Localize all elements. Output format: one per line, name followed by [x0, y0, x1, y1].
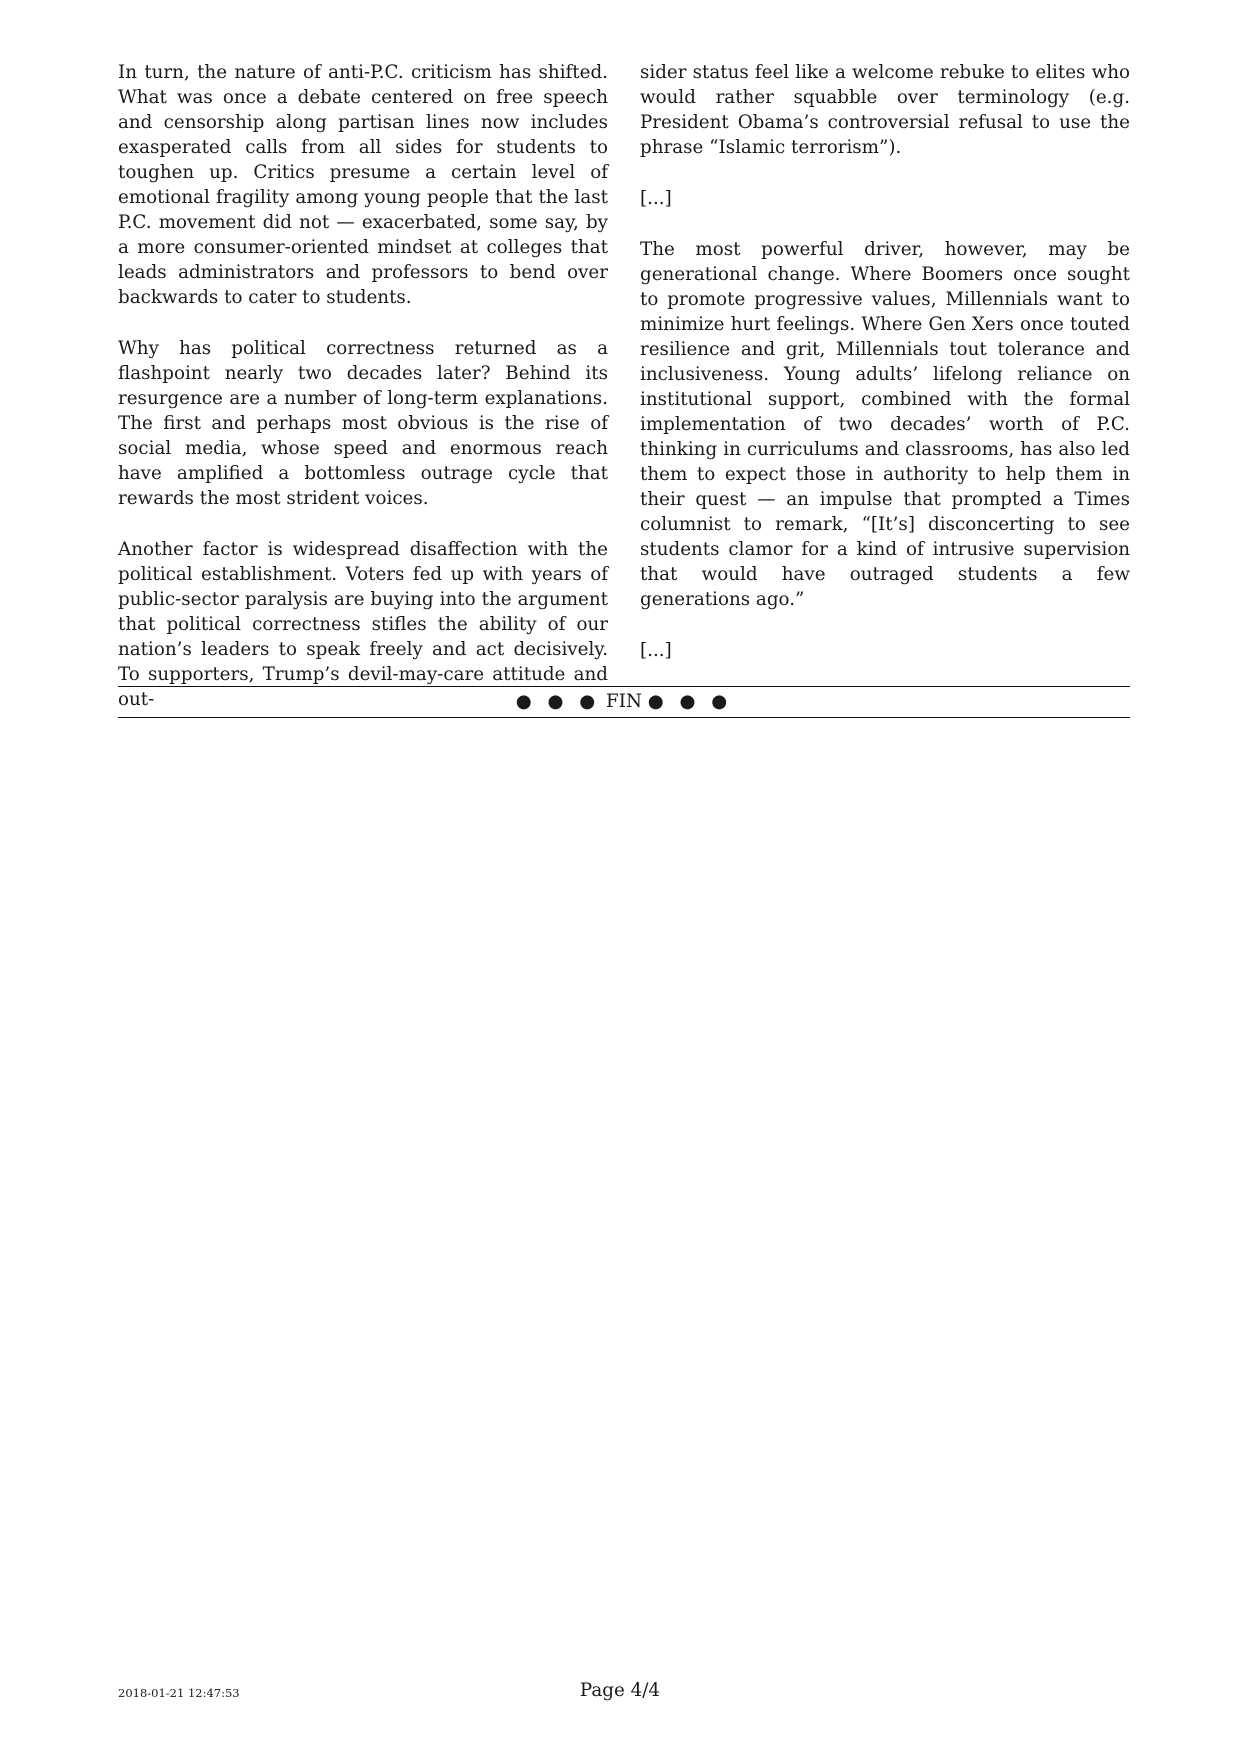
paragraph: Another factor is widespread disaffection with the political establishment. Voters fed up with years of public-sector paralysis are buying into the argument that political correctness stifles the ability of our nation’s leaders to speak freely and act decisively. To supporters, Trump’s devil-may-care attitude and out- [118, 539, 608, 710]
omission-marker: [...] [640, 188, 672, 209]
paragraph: sider status feel like a welcome rebuke to elites who would rather squabble over terminology (e.g. President Obama’s controversial refusal to use the phrase “Islamic terrorism”). [640, 62, 1130, 158]
page-number: Page 4/4 [579, 1680, 661, 1701]
article-body [118, 60, 1130, 738]
bullet-dots-left: ● ● ● [515, 691, 601, 712]
paragraph: Why has political correctness returned as a flashpoint nearly two decades later? Behind its resurgence are a number of long-term explanations. The first and perhaps most obvious is the rise of social media, whose speed and enormous reach have amplified a bottomless outrage cycle that rewards the most strident voices. [118, 338, 608, 509]
left-column [118, 60, 608, 738]
fin-top-rule [118, 686, 1130, 687]
paragraph: In turn, the nature of anti-P.C. criticism has shifted. What was once a debate centered on free speech and censorship along partisan lines now includes exasperated calls from all sides for students to toughen up. Critics presume a certain level of emotional fragility among young people that the last P.C. movement did not — exacerbated, some say, by a more consumer-oriented mindset at colleges that leads administrators and professors to bend over backwards to cater to students. [118, 62, 608, 308]
footer-timestamp: 2018-01-21 12:47:53 [118, 1686, 240, 1700]
omission-marker: [...] [640, 640, 672, 661]
fin-bottom-rule [118, 717, 1130, 718]
paragraph: The most powerful driver, however, may be generational change. Where Boomers once sought to promote progressive values, Millennials want to minimize hurt feelings. Where Gen Xers once touted resilience and grit, Millennials tout tolerance and inclusiveness. Young adults’ lifelong reliance on institutional support, combined with the formal implementation of two decades’ worth of P.C. thinking in curriculums and classrooms, has also led them to expect those in authority to help them in their quest — an impulse that prompted a Times columnist to remark, “[It’s] disconcerting to see students clamor for a kind of intrusive supervision that would have outraged students a few generations ago.” [640, 239, 1130, 610]
fin-marker [118, 689, 1130, 715]
fin-label: FIN [606, 691, 642, 712]
right-column [640, 60, 1130, 738]
bullet-dots-right: ● ● ● [647, 691, 733, 712]
